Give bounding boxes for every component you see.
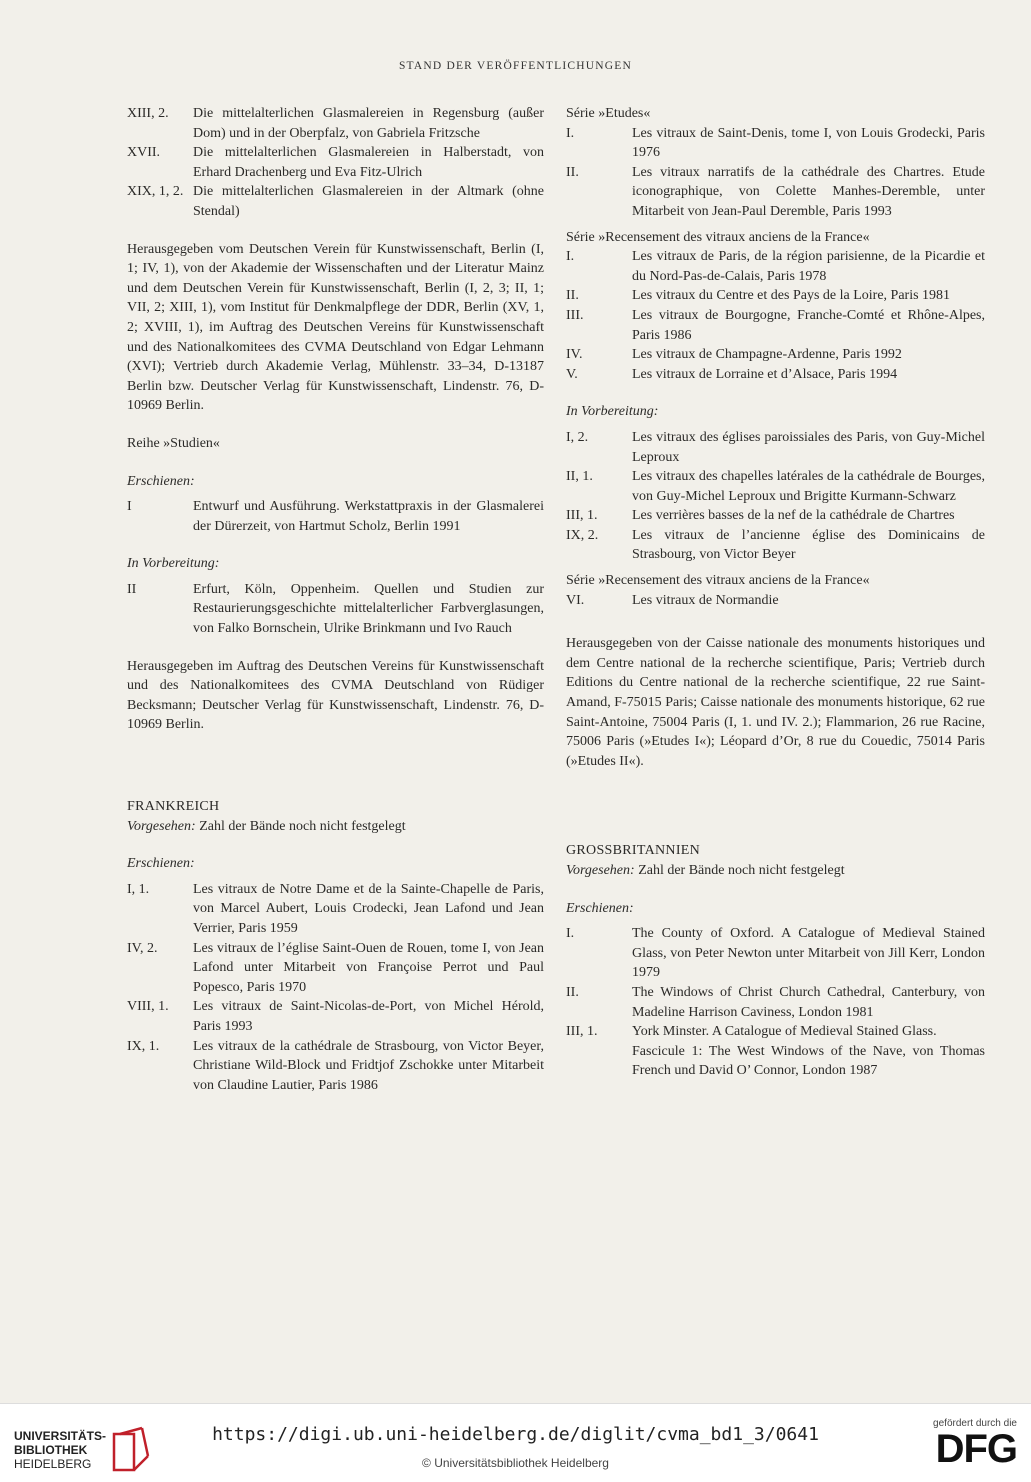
volume-title: Les vitraux du Centre et des Pays de la Loire, Paris 1981 — [632, 288, 951, 304]
volume-number: IX, 2. — [566, 527, 599, 543]
volume-title: Entwurf und Ausführung. Werkstattpraxis in der Glasmalerei der Dürerzeit, von Hartmut Scholz, Berlin 1991 — [193, 499, 544, 534]
volume-title: Les vitraux de Saint-Nicolas-de-Port, von Michel Hérold, Paris 1993 — [193, 999, 544, 1034]
section-label: Erschienen: — [127, 856, 195, 872]
country-heading: GROSSBRITANNIEN — [566, 843, 701, 859]
volume-title: Les verrières basses de la nef de la cathédrale de Chartres — [632, 508, 955, 524]
section-label: Erschienen: — [127, 473, 195, 489]
volume-number: II — [127, 581, 137, 597]
volume-title: Les vitraux des églises paroissiales des Paris, von Guy-Michel Leproux — [632, 429, 985, 465]
volume-title: Erfurt, Köln, Oppenheim. Quellen und Studien zur Restaurierungsgeschichte mittelalterlicher Farbverglasungen, von Falko Bornschein, Ulrike Brinkmann und Ivo Rauch — [193, 581, 544, 637]
volume-title: Die mittelalterlichen Glasmalereien in Halberstadt, von Erhard Drachenberg und Eva Fitz-Ulrich — [193, 145, 544, 180]
volume-title: Les vitraux des chapelles latérales de la cathédrale de Bourges, von Guy-Michel Leproux und Brigitte Kurmann-Schwarz — [632, 469, 985, 504]
volume-number: XIII, 2. — [127, 106, 169, 121]
logo-wordmark: UNIVERSITÄTS- BIBLIOTHEK HEIDELBERG — [14, 1429, 107, 1471]
list-item — [566, 163, 985, 222]
list-item — [566, 345, 985, 365]
planned-text: Zahl der Bände noch nicht festgelegt — [638, 863, 845, 878]
list-item — [127, 580, 544, 639]
dfg-wordmark: DFG — [935, 1427, 1017, 1471]
volume-number: II. — [566, 164, 579, 180]
volume-title: York Minster. A Catalogue of Medieval Stained Glass. — [632, 1024, 937, 1040]
running-head: STAND DER VERÖFFENTLICHUNGEN — [398, 60, 633, 72]
list-item — [566, 365, 985, 385]
list-item — [127, 497, 544, 536]
volume-number: II. — [566, 288, 579, 304]
series-heading: Série »Recensement des vitraux anciens de la France« — [566, 573, 870, 589]
section-label: In Vorbereitung: — [566, 404, 659, 420]
volume-title: Les vitraux de Bourgogne, Franche-Comté et Rhône-Alpes, Paris 1986 — [632, 307, 985, 343]
list-item — [566, 506, 985, 526]
volume-number: IV, 2. — [127, 940, 158, 956]
left-column — [127, 104, 544, 1095]
series-heading: Série »Recensement des vitraux anciens de la France« — [566, 229, 870, 245]
funded-by-text: gefördert durch die — [933, 1418, 1017, 1429]
volume-title: Les vitraux de Champagne-Ardenne, Paris 1992 — [632, 347, 902, 363]
volume-number: IV. — [566, 347, 583, 363]
volume-number: XVII. — [127, 145, 161, 161]
planned-line — [566, 861, 985, 881]
publisher-note: Herausgegeben vom Deutschen Verein für Kunstwissenschaft, Berlin (I, 1; IV, 1), von der Akademie der Wissenschaften und der Literatur Mainz und dem Deutschen Verein für Kunstwissenschaft, Berlin (I, 2, 3; II, 1; VII, 2; XIII, 1), vom Institut für Denkmalpflege der DDR, Berlin (XV, 1, 2; XVIII, 1), im Auftrag des Deutschen Vereins für Kunstwissenschaft und des Nationalkomitees des CVMA Deutschland von Edgar Lehmann (XVI); Vertrieb durch Akademie Verlag, Mühlenstr. 33–34, D-13187 Berlin bzw. Deutscher Verlag für Kunstwissenschaft, Lindenstr. 76, D-10969 Berlin. — [127, 241, 544, 414]
dfg-logo[interactable] — [933, 1418, 1017, 1469]
section-label: Erschienen: — [566, 900, 634, 916]
list-item — [127, 939, 544, 998]
volume-number: VI. — [566, 592, 585, 608]
volume-number: I, 2. — [566, 429, 589, 445]
volume-title: Les vitraux de Saint-Denis, tome I, von Louis Grodecki, Paris 1976 — [632, 125, 985, 161]
list-item — [566, 1022, 985, 1042]
country-heading: FRANKREICH — [127, 799, 220, 815]
planned-label: Vorgesehen: — [566, 863, 635, 878]
volume-title: Die mittelalterlichen Glasmalereien in Regensburg (außer Dom) und in der Oberpfalz, von Gabriela Fritzsche — [193, 106, 544, 141]
volume-number: V. — [566, 366, 578, 382]
list-item — [127, 182, 544, 221]
volume-number: II, 1. — [566, 469, 593, 485]
volume-title: Les vitraux de Notre Dame et de la Sainte-Chapelle de Paris, von Marcel Aubert, Louis Crodecki, Jean Lafond und Jean Verrier, Paris 1959 — [193, 881, 544, 936]
publisher-note: Herausgegeben von der Caisse nationale des monuments historiques und dem Centre national de la recherche scientifique, Paris; Vertrieb durch Editions du Centre national de la recherche scientifique, 22 rue Saint-Amand, F-75015 Paris; Caisse nationale des monuments historique, 62 rue Saint-Antoine, 75004 Paris (I, 1. und IV. 2.); Flammarion, 26 rue Racine, 75006 Paris (»Etudes I«); Léopard d’Or, 8 rue du Couedic, 75014 Paris (»Etudes II«). — [566, 636, 985, 769]
series-heading: Série »Etudes« — [566, 106, 651, 121]
list-item — [566, 286, 985, 306]
volume-number: III, 1. — [566, 1024, 598, 1040]
volume-number: III. — [566, 307, 584, 323]
list-item — [566, 591, 985, 611]
volume-number: IX, 1. — [127, 1038, 160, 1054]
volume-title: The County of Oxford. A Catalogue of Medieval Stained Glass, von Peter Newton unter Mitarbeit von Jill Kerr, London 1979 — [632, 926, 985, 981]
volume-number: VIII, 1. — [127, 999, 169, 1015]
list-item — [127, 143, 544, 182]
list-item — [566, 924, 985, 983]
list-item — [127, 1037, 544, 1096]
fascicule-note: Fascicule 1: The West Windows of the Nave, von Thomas French und David O’ Connor, London 1987 — [632, 1043, 985, 1079]
section-label: In Vorbereitung: — [127, 556, 220, 572]
list-item — [566, 983, 985, 1022]
list-item — [127, 880, 544, 939]
right-column — [566, 104, 985, 1081]
volume-number: I. — [566, 249, 575, 265]
volume-title: Les vitraux de l’ancienne église des Dominicains de Strasbourg, von Victor Beyer — [632, 527, 985, 563]
volume-number: III, 1. — [566, 508, 598, 524]
list-item — [566, 306, 985, 345]
permalink-url[interactable]: https://digi.ub.uni-heidelberg.de/diglit/cvma_bd1_3/0641 — [212, 1424, 819, 1445]
planned-text: Zahl der Bände noch nicht festgelegt — [199, 818, 406, 834]
list-item — [566, 526, 985, 565]
volume-number: I. — [566, 926, 575, 942]
list-item — [566, 428, 985, 467]
volume-number: I. — [566, 125, 575, 141]
publisher-note: Herausgegeben im Auftrag des Deutschen Vereins für Kunstwissenschaft und des Nationalkomitees des CVMA Deutschland von Rüdiger Becksmann; Deutscher Verlag für Kunstwissenschaft, Lindenstr. 76, D-10969 Berlin. — [127, 658, 544, 733]
volume-number: I — [127, 499, 132, 515]
list-item — [127, 997, 544, 1036]
volume-number: II. — [566, 984, 579, 1000]
viewer-footer — [0, 1403, 1031, 1482]
volume-title: Les vitraux de Paris, de la région parisienne, de la Picardie et du Nord-Pas-de-Calais, Paris 1978 — [632, 249, 985, 284]
series-heading: Reihe »Studien« — [127, 435, 220, 451]
list-item — [566, 467, 985, 506]
volume-number: XIX, 1, 2. — [127, 184, 184, 200]
list-item — [566, 124, 985, 163]
volume-number: I, 1. — [127, 881, 150, 897]
volume-title: Les vitraux narratifs de la cathédrale des Chartres. Etude iconographique, von Colette Manhes-Deremble, unter Mitarbeit von Jean-Paul Deremble, Paris 1993 — [632, 164, 985, 219]
list-item — [566, 1042, 985, 1081]
volume-title: Les vitraux de l’église Saint-Ouen de Rouen, tome I, von Jean Lafond unter Mitarbeit von Françoise Perrot und Paul Popesco, Paris 1970 — [193, 940, 544, 995]
volume-title: Die mittelalterlichen Glasmalereien in der Altmark (ohne Stendal) — [193, 184, 544, 219]
volume-title: Les vitraux de la cathédrale de Strasbourg, von Victor Beyer, Christiane Wild-Block und Fridtjof Zschokke unter Mitarbeit von Claudine Lautier, Paris 1986 — [193, 1038, 544, 1093]
volume-title: The Windows of Christ Church Cathedral, Canterbury, von Madeline Harrison Caviness, London 1981 — [632, 984, 985, 1020]
list-item — [566, 247, 985, 286]
planned-label: Vorgesehen: — [127, 818, 196, 834]
list-item — [127, 104, 544, 143]
planned-line — [127, 817, 544, 837]
volume-title: Les vitraux de Lorraine et d’Alsace, Paris 1994 — [632, 366, 898, 382]
volume-title: Les vitraux de Normandie — [632, 592, 779, 608]
copyright-text: © Universitätsbibliothek Heidelberg — [422, 1456, 609, 1470]
